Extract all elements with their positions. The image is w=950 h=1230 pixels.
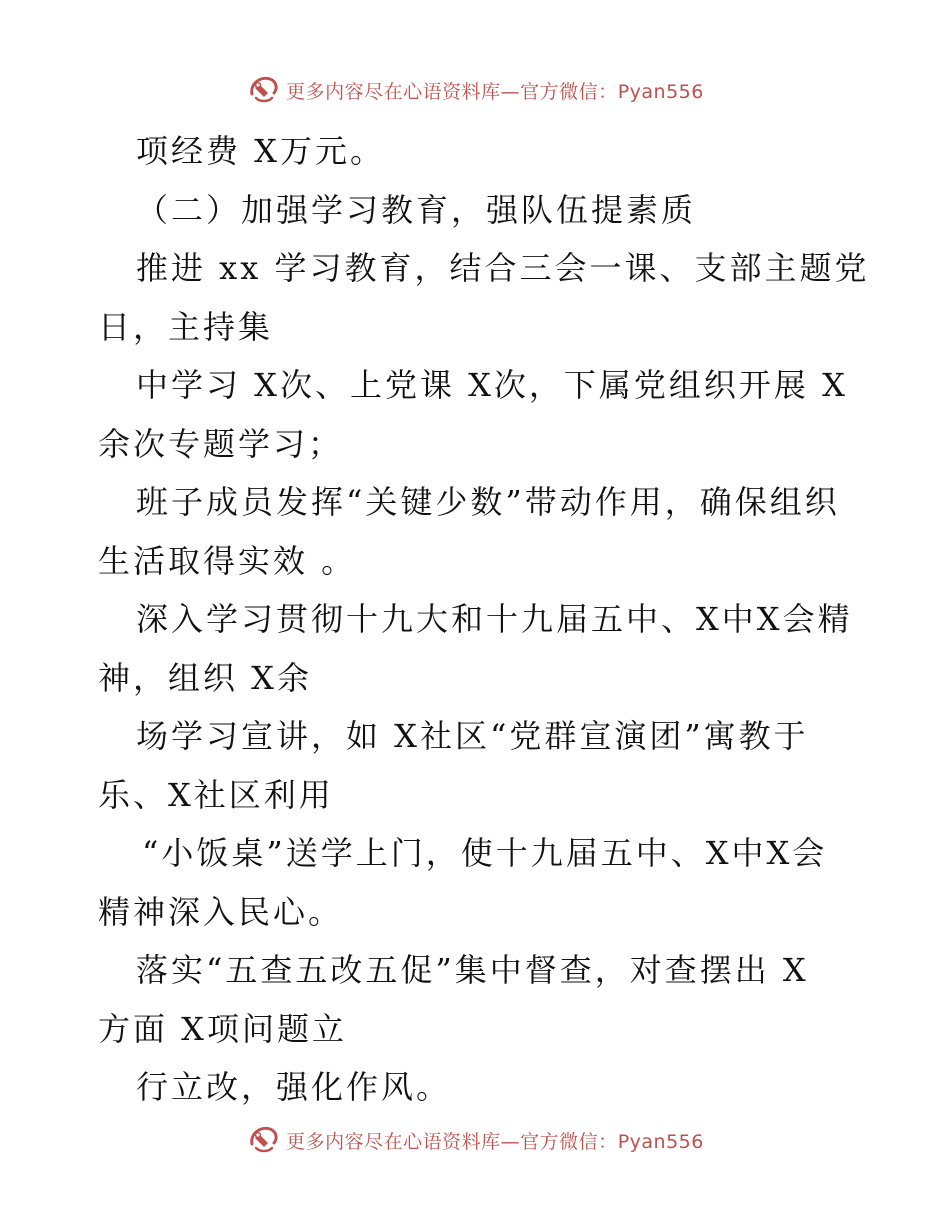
section-heading: （二）加强学习教育，强队伍提素质 bbox=[136, 190, 697, 229]
text-line: 乐、X社区利用 bbox=[98, 775, 334, 814]
text-line: “小饭桌”送学上门，使十九届五中、X中X会 bbox=[142, 834, 828, 872]
watermark-separator: — bbox=[500, 1130, 521, 1153]
watermark-brand: 更多内容尽在心语资料库 bbox=[286, 1130, 501, 1153]
watermark-separator: — bbox=[500, 80, 521, 103]
watermark-header bbox=[0, 72, 950, 108]
watermark-brand: 更多内容尽在心语资料库 bbox=[286, 80, 501, 103]
text-line: 中学习 X次、上党课 X次，下属党组织开展 X bbox=[136, 366, 848, 404]
watermark-text bbox=[286, 77, 704, 104]
watermark-account: Pyan556 bbox=[617, 80, 704, 103]
text-line: 项经费 X万元。 bbox=[136, 132, 385, 170]
text-line: 精神深入民心。 bbox=[98, 892, 344, 931]
watermark-official: 官方微信： bbox=[520, 80, 618, 103]
pen-nib-swirl-icon bbox=[246, 72, 282, 108]
document-body bbox=[98, 122, 870, 1117]
text-line: 行立改，强化作风。 bbox=[136, 1068, 452, 1106]
pen-nib-swirl-icon bbox=[246, 1122, 282, 1158]
text-line: 推进 xx 学习教育，结合三会一课、支部主题党 bbox=[136, 249, 870, 287]
text-line: 神，组织 X余 bbox=[98, 658, 312, 697]
text-line: 班子成员发挥“关键少数”带动作用，确保组织 bbox=[136, 483, 840, 521]
watermark-footer bbox=[0, 1122, 950, 1158]
text-line: 方面 X项问题立 bbox=[98, 1009, 347, 1048]
watermark-official: 官方微信： bbox=[520, 1130, 618, 1153]
text-line: 生活取得实效 。 bbox=[98, 541, 357, 580]
watermark-text bbox=[286, 1127, 704, 1154]
text-line: 场学习宣讲，如 X社区“党群宣演团”寓教于 bbox=[136, 717, 809, 755]
text-line: 深入学习贯彻十九大和十九届五中、X中X会精 bbox=[136, 600, 853, 638]
text-line: 余次专题学习； bbox=[98, 424, 344, 463]
watermark-account: Pyan556 bbox=[617, 1130, 704, 1153]
text-line: 落实“五查五改五促”集中督查，对查摆出 X bbox=[136, 951, 809, 989]
text-line: 日，主持集 bbox=[98, 307, 274, 346]
